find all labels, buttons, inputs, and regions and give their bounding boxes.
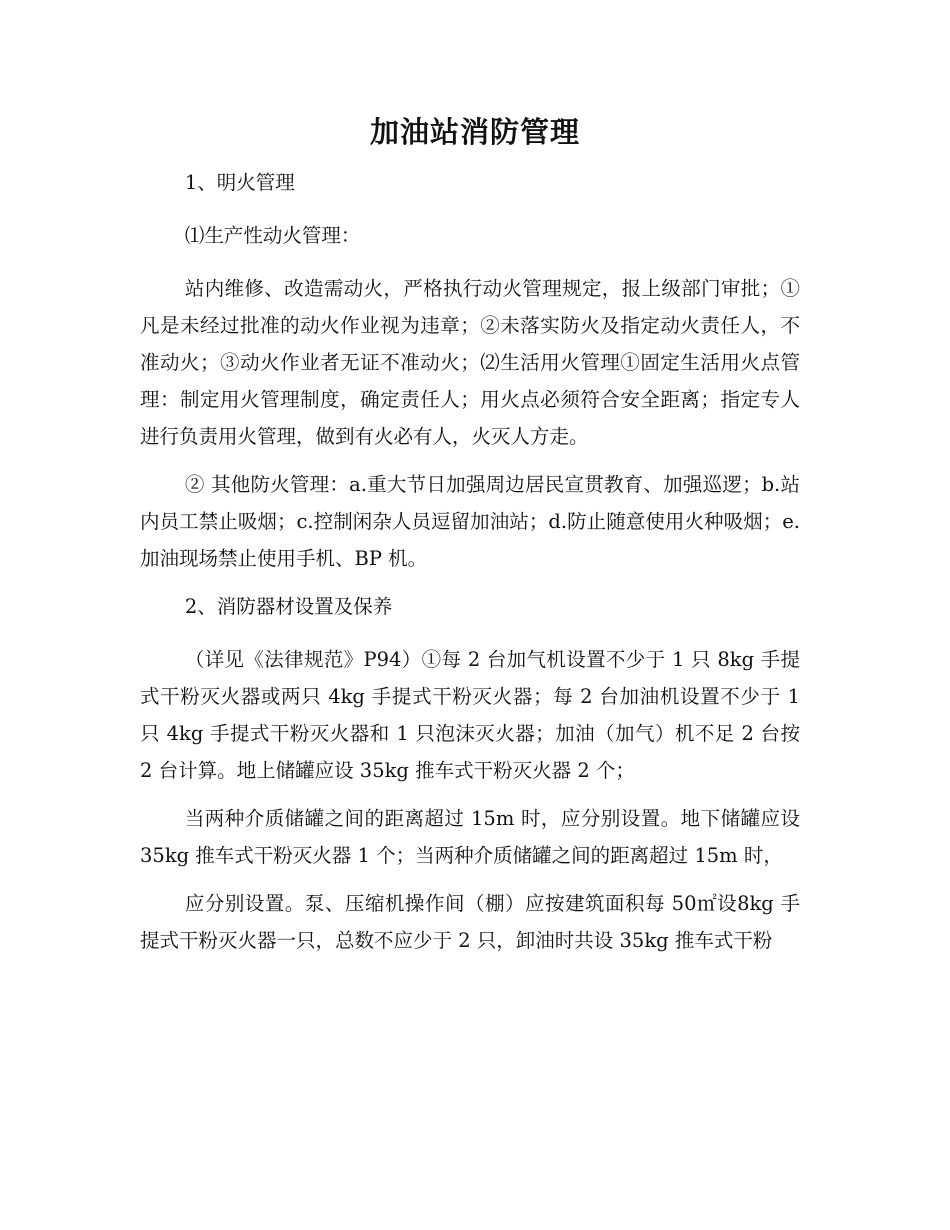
section-heading-open-fire: 1、明火管理 [184, 171, 295, 194]
document-title: 加油站消防管理 [369, 115, 580, 149]
paragraph-other-fire-prevention: ② 其他防火管理：a.重大节日加强周边居民宣贯教育、加强巡逻；b.站内员工禁止吸烟；c.控制闲杂人员逗留加油站；d.防止随意使用火种吸烟；e.加油现场禁止使用手机、BP 机。 [140, 473, 800, 570]
subheading-production-fire: ⑴生产性动火管理： [184, 224, 361, 247]
paragraph-fire-rules: 站内维修、改造需动火，严格执行动火管理规定，报上级部门审批；①凡是未经过批准的动火作业视为违章；②未落实防火及指定动火责任人，不准动火；③动火作业者无证不准动火；⑵生活用火管理①固定生活用火点管理：制定用火管理制度，确定责任人；用火点必须符合安全距离；指定专人进行负责用火管理，做到有火必有人，火灭人方走。 [140, 277, 800, 448]
document-body [140, 164, 800, 970]
paragraph-pump-room: 应分别设置。泵、压缩机操作间（棚）应按建筑面积每 50㎡设8kg 手提式干粉灭火器一只，总数不应少于 2 只，卸油时共设 35kg 推车式干粉 [140, 892, 800, 952]
section-heading-equipment: 2、消防器材设置及保养 [184, 595, 393, 618]
paragraph-extinguisher-config: （详见《法律规范》P94）①每 2 台加气机设置不少于 1 只 8kg 手提式干粉灭火器或两只 4kg 手提式干粉灭火器；每 2 台加油机设置不少于 1 只 4kg 手提式干粉灭火器和 1 只泡沫灭火器；加油（加气）机不足 2 台按 2 台计算。地上储罐应设 35kg 推车式干粉灭火器 2 个； [140, 648, 800, 782]
paragraph-tank-distance: 当两种介质储罐之间的距离超过 15m 时，应分别设置。地下储罐应设 35kg 推车式干粉灭火器 1 个；当两种介质储罐之间的距离超过 15m 时， [140, 807, 800, 867]
